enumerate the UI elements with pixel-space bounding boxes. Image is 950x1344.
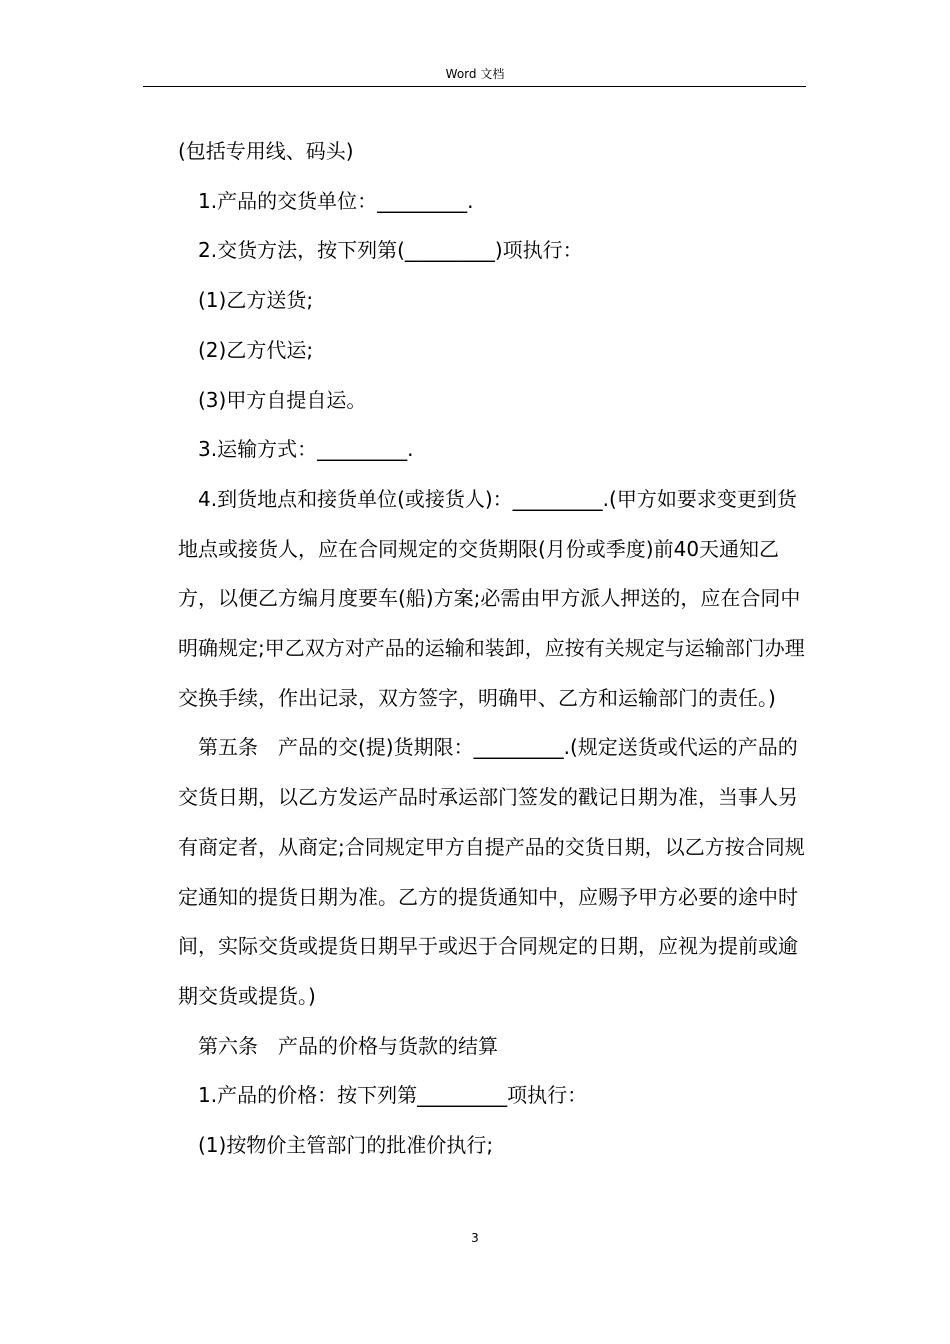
paragraph-transport-mode: 3.运输方式：_________. bbox=[198, 437, 414, 462]
page-header: Word 文档 bbox=[445, 67, 505, 81]
paragraph-option-2: (2)乙方代运; bbox=[198, 337, 314, 362]
paragraph-delivery-method: 2.交货方法，按下列第(_________)项执行： bbox=[198, 238, 583, 263]
paragraph-article-6: 第六条 产品的价格与货款的结算 bbox=[198, 1033, 498, 1058]
page-number: 3 bbox=[471, 1231, 479, 1245]
paragraph-price: 1.产品的价格：按下列第_________项执行： bbox=[198, 1083, 588, 1108]
paragraph-delivery-unit: 1.产品的交货单位：_________. bbox=[198, 188, 474, 213]
paragraph-article-5: 第五条 产品的交(提)货期限：_________.(规定送货或代运的产品的交货日期，以乙方发运产品时承运部门签发的戳记日期为准，当事人另有商定者，从商定;合同规定甲方自提产品的交货日期，以乙方按合同规定通知的提货日期为准。乙方的提货通知中，应赐予甲方必要的途中时间，实际交货或提货日期早于或迟于合同规定的日期，应视为提前或逾期交货或提货。) bbox=[178, 735, 805, 1008]
paragraph-scope: (包括专用线、码头) bbox=[178, 139, 354, 163]
paragraph-option-1: (1)乙方送货; bbox=[198, 288, 314, 313]
header-divider bbox=[143, 86, 806, 87]
document-body bbox=[178, 127, 808, 1171]
paragraph-destination: 4.到货地点和接货单位(或接货人)：_________.(甲方如要求变更到货地点或接货人，应在合同规定的交货期限(月份或季度)前40天通知乙方，以便乙方编月度要车(船)方案;必需由甲方派人押送的，应在合同中明确规定;甲乙双方对产品的运输和装卸，应按有关规定与运输部门办理交换手续，作出记录，双方签字，明确甲、乙方和运输部门的责任。) bbox=[178, 486, 805, 710]
paragraph-option-3: (3)甲方自提自运。 bbox=[198, 387, 367, 412]
paragraph-price-option-1: (1)按物价主管部门的批准价执行; bbox=[198, 1133, 494, 1158]
